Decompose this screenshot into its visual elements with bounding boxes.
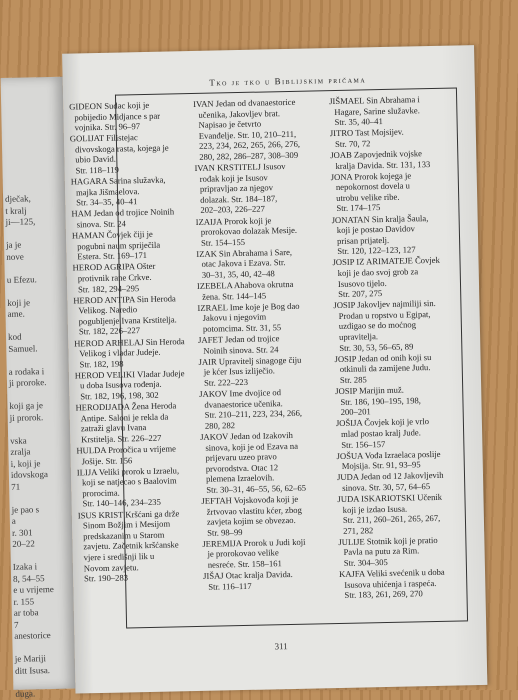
index-entry-name-line: HAM Jedan od trojice Noinih [71, 206, 175, 219]
left-page-line: r. 301 [11, 526, 33, 538]
index-entry-line: otkinuli da zamijene Judu. [339, 362, 431, 375]
index-entry-name-line: HULDA Proročica u vrijeme [76, 443, 177, 456]
right-page [62, 45, 487, 693]
index-column-1 [69, 99, 197, 585]
index-entry-line: prisan prijatelj. [336, 234, 390, 246]
left-page-line: je Mariji [14, 653, 47, 664]
left-page-line: koji je [7, 296, 31, 308]
index-entry [339, 567, 460, 601]
index-entry [330, 148, 450, 172]
left-page-line: je pao s [11, 503, 40, 515]
index-entry-line: Str. 116–117 [208, 580, 252, 592]
index-entry-line: kralja Davida. Str. 131, 133 [335, 158, 431, 171]
left-page-line: e u vrijeme [13, 583, 54, 595]
index-entry-line: Str. 285 [339, 374, 367, 385]
index-entry-line: vojnika. Str. 96–97 [74, 121, 141, 133]
index-entry-name-line: JULIJE Stotnik koji je pratio [338, 534, 438, 547]
index-entry-line: Isusovo tijelo. [337, 277, 387, 289]
index-entry-line: Isusova uhićenja i raspeća. [344, 577, 437, 590]
index-entry [332, 212, 453, 257]
index-entry-name-line: JITRO Tast Mojsijev. [329, 126, 404, 139]
left-page-line: anestorice [14, 630, 51, 641]
index-entry-line: upravitelja. [338, 331, 379, 343]
index-entry-line: zavjetu. Začetnik kršćanske [83, 539, 179, 552]
index-entry-line: Str. 182, 196, 198, 302 [80, 389, 159, 402]
index-entry-line: Str. 34–35, 40–41 [76, 196, 138, 208]
index-entry-name-line: JONA Prorok kojega je [330, 170, 412, 182]
index-entry-name-line: IVAN KRSTITELJ Isusov [194, 161, 286, 174]
index-entry-line: Str. 120, 122–123, 127 [337, 244, 416, 257]
index-entry-line: 280, 282 [204, 419, 236, 431]
index-entry-line: ubio David. [75, 154, 116, 165]
index-entry-line: zavjeta kojim se obvezao. [206, 515, 296, 527]
index-entry-line: Str. 207, 275 [338, 288, 383, 300]
index-entry-line: Str. 98–99 [207, 526, 243, 538]
left-page-line: 8, 54–55 [12, 572, 45, 584]
index-entry [336, 448, 456, 472]
index-entry-name-line: IZRAEL Ime koje je Bog dao [197, 300, 300, 313]
footer-rule [126, 620, 468, 628]
index-entry [332, 255, 453, 300]
left-page-line: ar toba [13, 607, 39, 618]
index-entry-line: pripravljao za njegov [199, 182, 274, 195]
left-page-line: vska [10, 435, 27, 446]
index-entry [197, 300, 328, 334]
index-entry-line: Antipe. Saloni je rekla da [80, 411, 169, 424]
open-book [0, 40, 495, 699]
index-entry [197, 278, 327, 302]
left-page-line: r. 155 [13, 595, 35, 607]
left-page-line: 71 [11, 481, 21, 492]
index-entry-line: 202–203, 226–227 [200, 203, 265, 216]
index-entry-line: predskazanim u Starom [83, 529, 165, 542]
index-entry-line: zatraži glavu Ivana [80, 422, 147, 434]
index-entry [329, 94, 450, 128]
left-page-line: idovskoga [10, 469, 48, 480]
left-page-line: ji—125, [5, 216, 36, 227]
index-entry-line: Str. 183, 261, 269, 270 [344, 588, 423, 601]
index-entry-line: uzdigao se do moćnog [338, 319, 417, 332]
index-entry-name-line: JUDA Jedan od 12 Jakovljevih [336, 470, 444, 483]
index-entry [200, 429, 331, 495]
index-entry-line: pobijedio Midjance s par [74, 110, 161, 123]
index-entry-line: Str. 210–211, 223, 234, 266, [204, 407, 303, 421]
index-entry-line: Str. 190–283 [83, 572, 129, 584]
index-entry-line: mlad postao kralj Jude. [341, 427, 421, 439]
left-page-line: dječak, [5, 193, 31, 204]
index-entry-line: prijevaru uzeo pravo [205, 451, 277, 463]
index-entry-line: Str. 222–223 [203, 376, 249, 388]
index-entry-line: Evanđelje. Str. 10, 210–211, [198, 128, 297, 141]
index-entry-name-line: JOSIP Jedan od onih koji su [334, 351, 432, 364]
index-entry [196, 214, 327, 248]
index-entry-line: koji je dao svoj grob za [337, 266, 419, 278]
index-entry-name-line: HAGARA Sarina služavka, [70, 174, 166, 187]
index-entry [76, 443, 194, 467]
index-entry-line: Hagare, Sarine služavke. [334, 104, 420, 117]
index-entry-line: Str. 182, 226–227 [78, 325, 141, 337]
index-entry-line: Novom zavjetu. [83, 561, 139, 573]
left-page-line: ditt Isusa. [14, 664, 51, 676]
index-entry-name-line: JOSIP Marijin muž. [335, 384, 404, 397]
index-entry-name-line: GOLIJAT Filistejac [69, 132, 138, 144]
index-entry-line: 200–201 [340, 406, 371, 418]
index-entry [193, 96, 324, 162]
left-page-line: ji proroke. [8, 377, 47, 388]
index-entry [198, 332, 328, 356]
index-entry [72, 260, 191, 294]
index-entry [77, 465, 196, 510]
index-entry [199, 386, 330, 431]
index-entry-line: Str. 30–31, 46–55, 56, 62–65 [206, 482, 307, 495]
index-entry [196, 246, 327, 280]
index-entry-line: Str. 304–305 [343, 557, 388, 568]
index-entry-name-line: JONATAN Sin kralja Šaula, [331, 212, 429, 225]
index-entry [198, 354, 329, 388]
index-entry-line: Str. 154–155 [200, 236, 246, 248]
index-entry-name-line: JAKOV Ime dvojice od [199, 387, 282, 399]
index-entry-name-line: JOSIP IZ ARIMATEJE Čovjek [332, 255, 440, 268]
index-entry-line: otac Jakova i Ezava. Str. [201, 257, 286, 270]
left-page-line: kod [7, 331, 22, 342]
index-entry-name-line: JEREMIJA Prorok u Judi koji [202, 536, 306, 549]
index-entry-line: Str. 211, 260–261, 265, 267, [342, 513, 441, 526]
index-entry-name-line: JOAB Zapovjednik vojske [330, 148, 423, 161]
index-entry-line: Pavla na putu za Rim. [343, 545, 420, 558]
index-entry-name-line: JOŠIJA Čovjek koji je vrlo [335, 416, 430, 429]
index-entry-name-line: HERODIJADA Žena Heroda [75, 400, 177, 413]
left-page-line: 20–22 [12, 538, 35, 549]
index-entry-line: sinova. Str. 24 [76, 218, 126, 230]
index-entry-line: sinova. Str. 30, 57, 64–65 [342, 480, 431, 493]
index-entry-line: pogubni naum spriječila [77, 239, 161, 252]
index-entry-name-line: JAKOV Jedan od Izakovih [200, 429, 293, 442]
index-entry-line: je prorokovao velike [207, 547, 279, 560]
index-entry-name-line: ILIJA Veliki prorok u Izraelu, [76, 465, 180, 478]
index-entry-line: Estera. Str. 169–171 [77, 250, 148, 262]
index-entry-name-line: ISUS KRIST Kršćani ga drže [77, 507, 180, 521]
index-entry-line: Napisao je četvrto [198, 118, 262, 131]
index-column-2 [193, 96, 333, 592]
index-entry [333, 298, 454, 353]
index-entry-line: sinova, koji je od Ezava na [205, 440, 299, 453]
index-entry-line: žena. Str. 144–145 [202, 290, 267, 302]
left-page-line: t kralj [5, 204, 27, 216]
left-page-line: ja je [5, 239, 22, 250]
index-entry-line: potomcima. Str. 31, 55 [202, 322, 282, 334]
left-page-line: Samuel. [8, 342, 38, 354]
index-entry-line: Str. 70, 72 [334, 138, 371, 149]
index-entry-name-line: IVAN Jedan od dvanaestorice [193, 96, 296, 109]
left-page-line: a rodaka i [8, 365, 45, 377]
index-entry [69, 99, 188, 133]
index-entry-line: nepokornost dovela u [335, 180, 411, 193]
index-entry [72, 228, 191, 262]
index-entry-line: 30–31, 35, 40, 42–48 [201, 268, 275, 280]
index-entry-line: Krstitelja. Str. 226–227 [81, 432, 162, 445]
index-entry-line: je kćer Isus izliječio. [203, 365, 275, 378]
left-page-line: nove [6, 251, 24, 262]
index-entry-line: žrtvovao vlastitu kćer, zbog [206, 504, 302, 517]
index-entry-name-line: IZEBELA Ahabova okrutna [196, 279, 294, 292]
index-entry [75, 400, 194, 445]
index-entry [201, 493, 332, 538]
left-page-line: ji prorok. [9, 411, 44, 423]
left-page-line: koji ga je [9, 400, 44, 411]
index-entry [71, 207, 189, 231]
index-entry-line: 271, 282 [343, 525, 374, 536]
index-entry-line: prorocima. [82, 487, 120, 499]
left-page-line: 7 [13, 619, 19, 630]
index-entry-line: nesreće. Str. 158–161 [207, 558, 282, 570]
index-entry-name-line: HEROD AGRIPA Ošter [72, 261, 156, 273]
index-entry-line: prorokovao dolazak Mesije. [200, 224, 298, 237]
index-entry [70, 131, 189, 176]
index-column-3 [329, 94, 460, 602]
index-entry-name-line: JUDA ISKARIOTSKI Učenik [337, 491, 443, 504]
index-entry [335, 384, 456, 418]
index-entry-line: Str. 35, 40–41 [334, 116, 383, 128]
index-entry-name-line: IZAK Sin Abrahama i Sare, [196, 246, 293, 259]
index-entry-line: Jakovu i njegovim [202, 311, 267, 324]
index-entry-name-line: JIŠAJ Otac kralja Davida. [202, 569, 293, 581]
index-entry-line: Str. 30, 53, 56–65, 89 [339, 341, 414, 353]
index-entry [331, 169, 452, 214]
index-entry-line: koji je postao Davidov [336, 223, 415, 236]
index-entry [194, 160, 325, 216]
index-entry-name-line: IZAIJA Prorok koji je [195, 214, 272, 227]
index-entry-line: koji je izdao Isusa. [342, 503, 408, 515]
index-entry-line: 223, 234, 262, 265, 266, 276, [198, 139, 301, 152]
index-entry-line: učenika, Jakovljev brat. [198, 107, 281, 120]
index-entry-name-line: GIDEON Sudac koji je [69, 99, 150, 112]
page-number: 311 [274, 641, 288, 652]
index-entry-name-line: HEROD ARHELAJ Sin Heroda [74, 335, 185, 349]
index-entry-name-line: HEROD ANTIPA Sin Heroda [73, 293, 176, 306]
index-entry-line: divovskoga rasta, kojega je [74, 142, 169, 155]
index-entry-line: Str. 182, 198 [79, 358, 124, 370]
index-entry [74, 336, 193, 370]
left-page-line: a [11, 515, 16, 526]
index-entry-line: protivnik rane Crkve. [77, 271, 152, 284]
index-entry [71, 174, 190, 208]
index-entry-line: Str. 156–157 [341, 438, 386, 450]
index-entry-line: Str. 186, 190–195, 198, [340, 394, 421, 407]
index-entry [73, 293, 192, 338]
left-page-line: zralja [10, 446, 31, 457]
index-entry-name-line: JEFTAH Vojskovođa koji je [201, 493, 299, 506]
index-entry-line: prvorodstva. Otac 12 [205, 461, 279, 474]
index-entry-line: 280, 282, 286–287, 308–309 [199, 149, 299, 162]
index-entry [336, 416, 457, 450]
index-entry [338, 534, 459, 568]
index-entry-name-line: HAMAN Čovjek čiji je [71, 228, 153, 241]
index-entry-line: Mojsija. Str. 91, 93–95 [341, 459, 421, 472]
index-entry-line: Str. 174–175 [336, 202, 381, 214]
index-entry-line: u doba Isusova rođenja. [79, 379, 162, 391]
index-entry-line: majka Jišmaelova. [75, 185, 140, 198]
index-entry-line: Jošije. Str. 156 [81, 454, 133, 466]
index-entry-name-line: JOŠUA Vođa Izraelaca poslije [336, 448, 441, 461]
index-entry [78, 508, 198, 585]
index-entry [337, 470, 457, 494]
running-header: Tko je tko u Biblijskim pričama [209, 74, 367, 88]
left-page-line: duga. [15, 687, 36, 699]
index-entry-name-line: JAIR Upravitelj sinagoge čiju [198, 354, 302, 367]
index-entry-name-line: HEROD VELIKI Vladar Judeje [74, 368, 185, 381]
index-entry-line: Velikog i vladar Judeje. [79, 346, 161, 359]
index-entry-line: Velikog. Naredio [78, 304, 138, 316]
index-entry-line: vjere i središnji lik u [83, 550, 155, 563]
index-entry-line: dolazak. Str. 184–187, [200, 193, 278, 205]
index-entry-line: plemena Izraelovih. [205, 472, 275, 485]
index-entry-line: pogubljenje Ivana Krstitelja. [78, 314, 177, 327]
index-entry-line: Noinih sinova. Str. 24 [203, 343, 279, 356]
index-entry-line: koji se natjecao s Baalovim [81, 475, 177, 488]
index-entry-line: rođak koji je Isusov [199, 172, 268, 184]
index-entry [337, 491, 458, 536]
index-entry-line: Str. 118–119 [75, 164, 119, 176]
index-entry [330, 126, 450, 150]
index-entry-line: Str. 140–146, 234–235 [82, 497, 161, 509]
left-page-line: Izaka i [12, 561, 38, 572]
index-entry-name-line: JOSIP Jakovljev najmiliji sin. [333, 298, 436, 311]
index-entry [202, 536, 333, 570]
index-entry-line: Sinom Božjim i Mesijom [82, 518, 171, 531]
left-page-line: u Efezu. [6, 273, 37, 285]
index-entry-line: Prodan u ropstvo u Egipat, [338, 308, 431, 321]
left-page-line: ame. [7, 308, 25, 319]
index-entry-name-line: KAJFA Veliki svećenik u doba [338, 566, 445, 580]
index-entry [203, 568, 333, 592]
index-entry [334, 351, 455, 385]
left-page-line: i, koji je [10, 457, 41, 469]
index-entry [75, 368, 194, 402]
index-entry-line: utrobu velike ribe. [336, 191, 400, 203]
index-entry-line: dvanaestorice učenika. [204, 397, 283, 410]
index-entry-name-line: JAFET Jedan od trojice [198, 333, 280, 345]
index-entry-name-line: JIŠMAEL Sin Abrahama i [329, 94, 420, 107]
index-entry-line: Str. 182, 294–295 [77, 282, 140, 295]
